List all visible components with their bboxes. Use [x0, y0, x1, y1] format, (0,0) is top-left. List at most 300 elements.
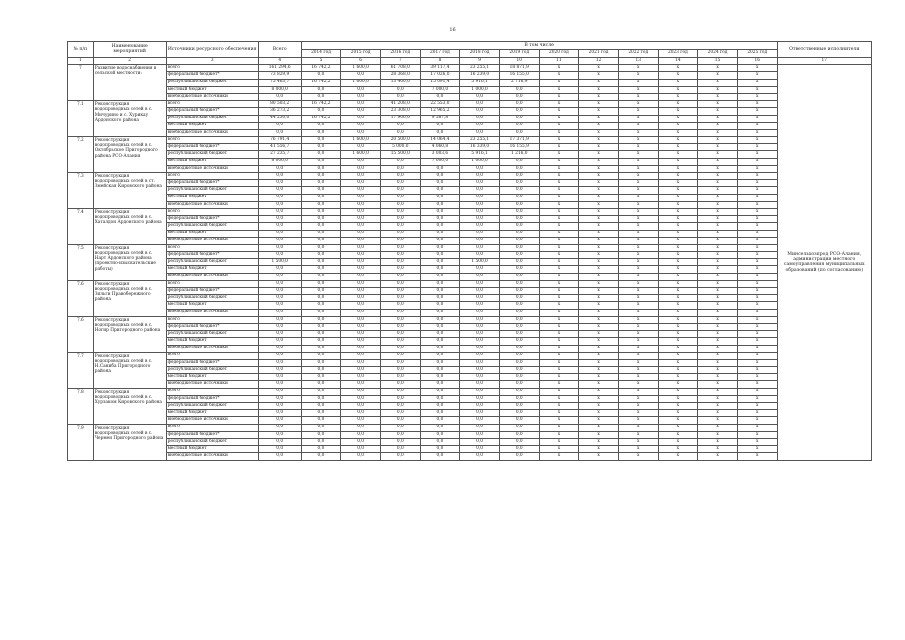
future-year-mark: х — [579, 158, 619, 165]
value-cell: 0,0 — [499, 180, 539, 187]
future-year-mark: х — [579, 115, 619, 122]
value-cell: 0,0 — [420, 424, 460, 431]
funding-source: федеральный бюджет* — [166, 359, 258, 366]
value-cell: 0,0 — [258, 216, 301, 223]
value-cell: 17 371,9 — [499, 137, 539, 144]
future-year-mark: х — [618, 230, 658, 237]
value-cell: 0,0 — [380, 417, 420, 424]
future-year-mark: х — [539, 252, 579, 259]
measure-name: Развитие водоснабжения в сельской местности: — [93, 65, 166, 101]
future-year-mark: х — [737, 165, 777, 172]
value-cell: 0,0 — [420, 453, 460, 460]
funding-source: федеральный бюджет* — [166, 72, 258, 79]
column-number: 1 — [68, 57, 94, 65]
future-year-mark: х — [539, 388, 579, 395]
value-cell: 0,0 — [301, 180, 341, 187]
value-cell: 1 000,0 — [460, 158, 500, 165]
future-year-mark: х — [737, 295, 777, 302]
table-row — [68, 129, 872, 136]
value-cell: 0,0 — [341, 273, 381, 280]
funding-source: внебюджетные источники — [166, 129, 258, 136]
value-cell: 0,0 — [460, 201, 500, 208]
funding-source: республиканский бюджет — [166, 295, 258, 302]
future-year-mark: х — [539, 352, 579, 359]
future-year-mark: х — [658, 431, 698, 438]
value-cell: 18 871,9 — [499, 65, 539, 72]
future-year-mark: х — [579, 331, 619, 338]
header-year: 2017 год — [420, 50, 460, 58]
table-row — [68, 187, 872, 194]
value-cell: 0,0 — [301, 388, 341, 395]
future-year-mark: х — [737, 230, 777, 237]
value-cell: 2 716,9 — [499, 79, 539, 86]
value-cell: 0,0 — [341, 244, 381, 251]
value-cell: 0,0 — [301, 108, 341, 115]
value-cell: 0,0 — [380, 403, 420, 410]
future-year-mark: х — [737, 417, 777, 424]
value-cell: 0,0 — [380, 295, 420, 302]
value-cell: 0,0 — [499, 201, 539, 208]
value-cell: 0,0 — [341, 367, 381, 374]
future-year-mark: х — [698, 388, 738, 395]
future-year-mark: х — [737, 180, 777, 187]
value-cell: 0,0 — [499, 403, 539, 410]
future-year-mark: х — [618, 431, 658, 438]
value-cell: 0,0 — [420, 323, 460, 330]
future-year-mark: х — [539, 137, 579, 144]
table-row — [68, 381, 872, 388]
value-cell: 0,0 — [420, 266, 460, 273]
value-cell: 0,0 — [420, 381, 460, 388]
value-cell: 0,0 — [301, 93, 341, 100]
funding-source: федеральный бюджет* — [166, 108, 258, 115]
future-year-mark: х — [737, 101, 777, 108]
value-cell: 0,0 — [301, 273, 341, 280]
funding-source: внебюджетные источники — [166, 453, 258, 460]
value-cell: 14 064,4 — [420, 137, 460, 144]
future-year-mark: х — [539, 259, 579, 266]
row-num: 7.6 — [68, 280, 94, 316]
value-cell: 0,0 — [301, 158, 341, 165]
value-cell: 15 500,0 — [380, 151, 420, 158]
future-year-mark: х — [737, 65, 777, 72]
funding-source: внебюджетные источники — [166, 165, 258, 172]
value-cell: 0,0 — [460, 453, 500, 460]
value-cell: 0,0 — [258, 288, 301, 295]
value-cell: 8 000,0 — [258, 158, 301, 165]
value-cell: 0,0 — [420, 295, 460, 302]
value-cell: 0,0 — [499, 417, 539, 424]
future-year-mark: х — [618, 173, 658, 180]
future-year-mark: х — [737, 403, 777, 410]
value-cell: 0,0 — [258, 438, 301, 445]
future-year-mark: х — [698, 79, 738, 86]
table-row — [68, 345, 872, 352]
value-cell: 0,0 — [258, 381, 301, 388]
future-year-mark: х — [579, 129, 619, 136]
funding-source: федеральный бюджет* — [166, 180, 258, 187]
table-row — [68, 93, 872, 100]
future-year-mark: х — [698, 288, 738, 295]
future-year-mark: х — [698, 230, 738, 237]
future-year-mark: х — [737, 208, 777, 215]
value-cell: 0,0 — [499, 252, 539, 259]
future-year-mark: х — [698, 86, 738, 93]
value-cell: 0,0 — [380, 446, 420, 453]
value-cell: 0,0 — [301, 201, 341, 208]
value-cell: 0,0 — [301, 194, 341, 201]
value-cell: 0,0 — [420, 223, 460, 230]
value-cell: 0,0 — [258, 359, 301, 366]
table-row — [68, 137, 872, 144]
future-year-mark: х — [658, 403, 698, 410]
value-cell: 15 091,4 — [420, 79, 460, 86]
header-year: 2025 год — [737, 50, 777, 58]
future-year-mark: х — [539, 108, 579, 115]
value-cell: 0,0 — [460, 129, 500, 136]
value-cell: 0,0 — [341, 158, 381, 165]
table-row — [68, 331, 872, 338]
funding-source: внебюджетные источники — [166, 309, 258, 316]
value-cell: 0,0 — [341, 144, 381, 151]
value-cell: 0,0 — [258, 129, 301, 136]
value-cell: 1 600,0 — [341, 79, 381, 86]
value-cell: 0,0 — [460, 230, 500, 237]
future-year-mark: х — [618, 359, 658, 366]
future-year-mark: х — [698, 122, 738, 129]
value-cell: 0,0 — [420, 259, 460, 266]
value-cell: 0,0 — [380, 252, 420, 259]
value-cell: 0,0 — [499, 288, 539, 295]
future-year-mark: х — [698, 280, 738, 287]
future-year-mark: х — [579, 302, 619, 309]
funding-source: республиканский бюджет — [166, 438, 258, 445]
future-year-mark: х — [618, 410, 658, 417]
table-row — [68, 208, 872, 215]
future-year-mark: х — [579, 230, 619, 237]
future-year-mark: х — [737, 237, 777, 244]
value-cell: 0,0 — [420, 208, 460, 215]
value-cell: 0,0 — [460, 244, 500, 251]
future-year-mark: х — [658, 187, 698, 194]
funding-source: местный бюджет — [166, 302, 258, 309]
future-year-mark: х — [579, 173, 619, 180]
funding-source: федеральный бюджет* — [166, 288, 258, 295]
future-year-mark: х — [698, 309, 738, 316]
future-year-mark: х — [539, 208, 579, 215]
value-cell: 0,0 — [380, 201, 420, 208]
future-year-mark: х — [658, 323, 698, 330]
value-cell: 0,0 — [301, 424, 341, 431]
future-year-mark: х — [579, 194, 619, 201]
value-cell: 0,0 — [380, 273, 420, 280]
value-cell: 0,0 — [301, 151, 341, 158]
future-year-mark: х — [618, 86, 658, 93]
value-cell: 0,0 — [460, 345, 500, 352]
table-row — [68, 122, 872, 129]
value-cell: 22 553,0 — [420, 101, 460, 108]
value-cell: 0,0 — [380, 395, 420, 402]
value-cell: 0,0 — [420, 180, 460, 187]
value-cell: 1 600,0 — [341, 151, 381, 158]
future-year-mark: х — [618, 108, 658, 115]
future-year-mark: х — [539, 244, 579, 251]
value-cell: 0,0 — [420, 331, 460, 338]
value-cell: 0,0 — [499, 187, 539, 194]
future-year-mark: х — [698, 338, 738, 345]
header-year: 2018 год — [460, 50, 500, 58]
value-cell: 0,0 — [499, 410, 539, 417]
future-year-mark: х — [618, 252, 658, 259]
header-year: 2014 год — [301, 50, 341, 58]
value-cell: 0,0 — [499, 223, 539, 230]
value-cell: 0,0 — [341, 424, 381, 431]
table-row — [68, 86, 872, 93]
future-year-mark: х — [579, 352, 619, 359]
future-year-mark: х — [618, 280, 658, 287]
future-year-mark: х — [539, 273, 579, 280]
future-year-mark: х — [618, 338, 658, 345]
column-number: 4 — [258, 57, 301, 65]
value-cell: 0,0 — [460, 381, 500, 388]
value-cell: 0,0 — [420, 302, 460, 309]
value-cell: 39 117,4 — [420, 65, 460, 72]
value-cell: 0,0 — [301, 446, 341, 453]
value-cell: 0,0 — [460, 288, 500, 295]
future-year-mark: х — [618, 273, 658, 280]
value-cell: 0,0 — [460, 115, 500, 122]
row-num: 7.1 — [68, 101, 94, 137]
table-row — [68, 417, 872, 424]
future-year-mark: х — [698, 165, 738, 172]
value-cell: 0,0 — [420, 388, 460, 395]
future-year-mark: х — [698, 453, 738, 460]
future-year-mark: х — [618, 259, 658, 266]
value-cell: 0,0 — [499, 431, 539, 438]
value-cell: 0,0 — [258, 237, 301, 244]
table-row — [68, 352, 872, 359]
value-cell: 0,0 — [301, 237, 341, 244]
value-cell: 76 791,4 — [258, 137, 301, 144]
future-year-mark: х — [539, 79, 579, 86]
future-year-mark: х — [698, 173, 738, 180]
future-year-mark: х — [618, 331, 658, 338]
value-cell: 1 000,0 — [460, 86, 500, 93]
value-cell: 0,0 — [420, 359, 460, 366]
value-cell: 0,0 — [460, 252, 500, 259]
value-cell: 16 155,0 — [499, 72, 539, 79]
value-cell: 0,0 — [341, 266, 381, 273]
value-cell: 0,0 — [258, 273, 301, 280]
future-year-mark: х — [698, 144, 738, 151]
column-number: 11 — [539, 57, 579, 65]
future-year-mark: х — [698, 367, 738, 374]
value-cell: 0,0 — [301, 122, 341, 129]
column-number: 3 — [166, 57, 258, 65]
future-year-mark: х — [658, 165, 698, 172]
value-cell: 0,0 — [341, 122, 381, 129]
table-row — [68, 115, 872, 122]
future-year-mark: х — [658, 316, 698, 323]
funding-source: внебюджетные источники — [166, 201, 258, 208]
value-cell: 0,0 — [258, 302, 301, 309]
future-year-mark: х — [737, 129, 777, 136]
value-cell: 0,0 — [258, 323, 301, 330]
future-year-mark: х — [618, 65, 658, 72]
measure-name: Реконструкция водопроводных сетей в с. Октябрьское Пригородного района РСО-Алания — [93, 137, 166, 173]
value-cell: 0,0 — [460, 338, 500, 345]
value-cell: 0,0 — [460, 187, 500, 194]
value-cell: 0,0 — [499, 345, 539, 352]
future-year-mark: х — [579, 237, 619, 244]
funding-source: республиканский бюджет — [166, 115, 258, 122]
table-row — [68, 309, 872, 316]
value-cell: 0,0 — [380, 187, 420, 194]
future-year-mark: х — [698, 417, 738, 424]
value-cell: 0,0 — [341, 295, 381, 302]
value-cell: 0,0 — [460, 273, 500, 280]
value-cell: 0,0 — [341, 252, 381, 259]
value-cell: 17 900,0 — [380, 115, 420, 122]
future-year-mark: х — [698, 115, 738, 122]
table-row — [68, 194, 872, 201]
table-row — [68, 259, 872, 266]
value-cell: 0,0 — [258, 352, 301, 359]
funding-source: республиканский бюджет — [166, 259, 258, 266]
funding-source: республиканский бюджет — [166, 79, 258, 86]
future-year-mark: х — [737, 431, 777, 438]
measure-name: Реконструкция водопроводных сетей в с. Нарт Ардонского района (проектно-изыскательские работы) — [93, 244, 166, 280]
value-cell: 0,0 — [301, 338, 341, 345]
future-year-mark: х — [539, 216, 579, 223]
future-year-mark: х — [579, 180, 619, 187]
value-cell: 0,0 — [258, 93, 301, 100]
table-row — [68, 302, 872, 309]
future-year-mark: х — [579, 144, 619, 151]
future-year-mark: х — [698, 201, 738, 208]
column-number: 5 — [301, 57, 341, 65]
future-year-mark: х — [658, 438, 698, 445]
value-cell: 0,0 — [301, 259, 341, 266]
value-cell: 0,0 — [258, 374, 301, 381]
future-year-mark: х — [658, 295, 698, 302]
value-cell: 13 400,0 — [380, 79, 420, 86]
future-year-mark: х — [658, 453, 698, 460]
funding-source: федеральный бюджет* — [166, 395, 258, 402]
future-year-mark: х — [539, 237, 579, 244]
value-cell: 0,0 — [460, 316, 500, 323]
future-year-mark: х — [618, 201, 658, 208]
value-cell: 0,0 — [341, 395, 381, 402]
future-year-mark: х — [579, 395, 619, 402]
value-cell: 0,0 — [420, 345, 460, 352]
future-year-mark: х — [737, 266, 777, 273]
row-num: 7.3 — [68, 173, 94, 209]
value-cell: 0,0 — [380, 122, 420, 129]
future-year-mark: х — [658, 280, 698, 287]
future-year-mark: х — [579, 367, 619, 374]
value-cell: 0,0 — [301, 266, 341, 273]
row-num: 7.9 — [68, 424, 94, 460]
future-year-mark: х — [618, 72, 658, 79]
value-cell: 0,0 — [341, 216, 381, 223]
future-year-mark: х — [737, 446, 777, 453]
future-year-mark: х — [698, 108, 738, 115]
future-year-mark: х — [579, 108, 619, 115]
value-cell: 80 503,2 — [258, 101, 301, 108]
value-cell: 0,0 — [380, 194, 420, 201]
future-year-mark: х — [737, 288, 777, 295]
future-year-mark: х — [698, 187, 738, 194]
funding-source: местный бюджет — [166, 230, 258, 237]
future-year-mark: х — [658, 237, 698, 244]
value-cell: 0,0 — [341, 309, 381, 316]
value-cell: 0,0 — [499, 323, 539, 330]
value-cell: 44 230,0 — [258, 115, 301, 122]
future-year-mark: х — [539, 410, 579, 417]
value-cell: 0,0 — [258, 395, 301, 402]
funding-source: республиканский бюджет — [166, 367, 258, 374]
future-year-mark: х — [618, 417, 658, 424]
header-year: 2020 год — [539, 50, 579, 58]
future-year-mark: х — [579, 208, 619, 215]
future-year-mark: х — [579, 338, 619, 345]
value-cell: 0,0 — [258, 316, 301, 323]
value-cell: 0,0 — [420, 230, 460, 237]
value-cell: 0,0 — [420, 280, 460, 287]
future-year-mark: х — [539, 309, 579, 316]
column-number: 9 — [460, 57, 500, 65]
value-cell: 0,0 — [341, 338, 381, 345]
value-cell: 0,0 — [380, 359, 420, 366]
value-cell: 0,0 — [380, 352, 420, 359]
future-year-mark: х — [618, 151, 658, 158]
future-year-mark: х — [658, 259, 698, 266]
value-cell: 0,0 — [341, 331, 381, 338]
future-year-mark: х — [698, 273, 738, 280]
value-cell: 0,0 — [341, 438, 381, 445]
value-cell: 0,0 — [341, 388, 381, 395]
value-cell: 0,0 — [460, 446, 500, 453]
value-cell: 0,0 — [380, 158, 420, 165]
value-cell: 0,0 — [460, 237, 500, 244]
value-cell: 0,0 — [420, 316, 460, 323]
future-year-mark: х — [539, 331, 579, 338]
table-row — [68, 453, 872, 460]
value-cell: 0,0 — [301, 417, 341, 424]
value-cell: 36 273,2 — [258, 108, 301, 115]
value-cell: 0,0 — [499, 302, 539, 309]
table-row — [68, 65, 872, 72]
table-row — [68, 158, 872, 165]
column-number: 6 — [341, 57, 381, 65]
value-cell: 0,0 — [301, 403, 341, 410]
table-row — [68, 108, 872, 115]
value-cell: 23 255,1 — [460, 65, 500, 72]
table-row — [68, 244, 872, 251]
future-year-mark: х — [737, 352, 777, 359]
future-year-mark: х — [737, 359, 777, 366]
value-cell: 0,0 — [499, 388, 539, 395]
future-year-mark: х — [618, 137, 658, 144]
value-cell: 0,0 — [380, 309, 420, 316]
future-year-mark: х — [658, 151, 698, 158]
value-cell: 0,0 — [420, 367, 460, 374]
table-row — [68, 295, 872, 302]
future-year-mark: х — [658, 223, 698, 230]
value-cell: 0,0 — [301, 144, 341, 151]
value-cell: 0,0 — [258, 230, 301, 237]
